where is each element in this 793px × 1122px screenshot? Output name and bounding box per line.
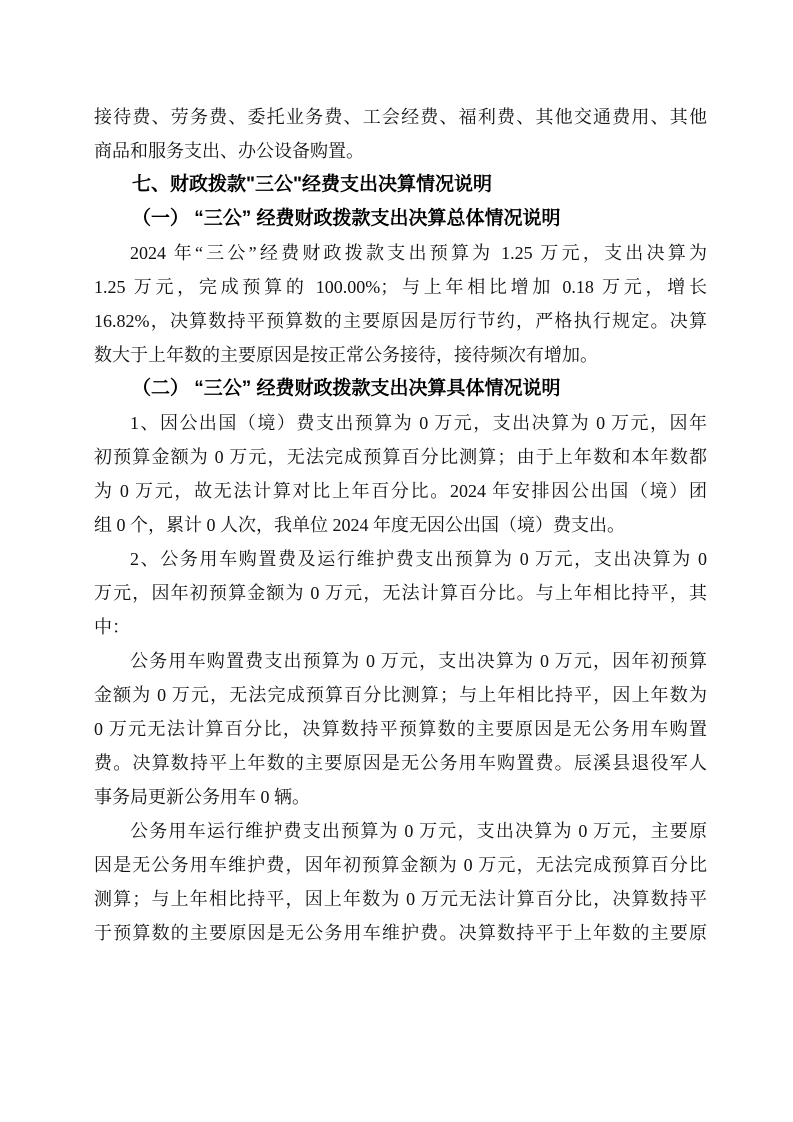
paragraph-line: 1、因公出国（境）费支出预算为 0 万元，支出决算为 0 万元，因年 [130,413,707,433]
section-heading: （一） “三公” 经费财政拨款支出决算总体情况说明 [132,208,561,229]
paragraph-line: 公务用车购置费支出预算为 0 万元，支出决算为 0 万元，因年初预算 [130,651,707,671]
paragraph-line: 2、公务用车购置费及运行维护费支出预算为 0 万元，支出决算为 0 [130,549,707,569]
section-heading: （二） “三公” 经费财政拨款支出决算具体情况说明 [132,378,561,399]
paragraph-line: 金额为 0 万元，无法完成预算百分比测算；与上年相比持平，因上年数为 [94,685,707,705]
paragraph-line: 商品和服务支出、办公设备购置。 [94,141,364,161]
paragraph-line: 数大于上年数的主要原因是按正常公务接待，接待频次有增加。 [94,345,598,365]
paragraph-line: 因是无公务用车维护费，因年初预算金额为 0 万元，无法完成预算百分比 [94,855,707,875]
paragraph-line: 组 0 个，累计 0 人次，我单位 2024 年度无因公出国（境）费支出。 [94,515,625,535]
paragraph-line: 万元，因年初预算金额为 0 万元，无法计算百分比。与上年相比持平，其 [94,583,707,603]
paragraph-line: 2024 年“三公”经费财政拨款支出预算为 1.25 万元，支出决算为 [130,243,707,263]
paragraph-line: 1.25 万元，完成预算的 100.00%；与上年相比增加 0.18 万元，增长 [94,277,707,297]
paragraph-line: 接待费、劳务费、委托业务费、工会经费、福利费、其他交通费用、其他 [94,107,707,127]
paragraph-line: 公务用车运行维护费支出预算为 0 万元，支出决算为 0 万元，主要原 [130,821,707,841]
section-heading: 七、财政拨款"三公"经费支出决算情况说明 [132,174,493,195]
paragraph-line: 费。决算数持平上年数的主要原因是无公务用车购置费。辰溪县退役军人 [94,753,707,773]
paragraph-line: 16.82%，决算数持平预算数的主要原因是厉行节约，严格执行规定。决算 [94,311,707,331]
document-body [94,100,707,950]
paragraph-line: 事务局更新公务用车 0 辆。 [94,787,310,807]
paragraph-line: 为 0 万元，故无法计算对比上年百分比。2024 年安排因公出国（境）团 [94,481,707,501]
paragraph-line: 测算；与上年相比持平，因上年数为 0 万元无法计算百分比，决算数持平 [94,889,707,909]
paragraph-line: 中： [94,617,130,637]
paragraph-line: 于预算数的主要原因是无公务用车维护费。决算数持平于上年数的主要原 [94,923,707,943]
paragraph-line: 初预算金额为 0 万元，无法完成预算百分比测算；由于上年数和本年数都 [94,447,707,467]
paragraph-line: 0 万元无法计算百分比，决算数持平预算数的主要原因是无公务用车购置 [94,719,707,739]
